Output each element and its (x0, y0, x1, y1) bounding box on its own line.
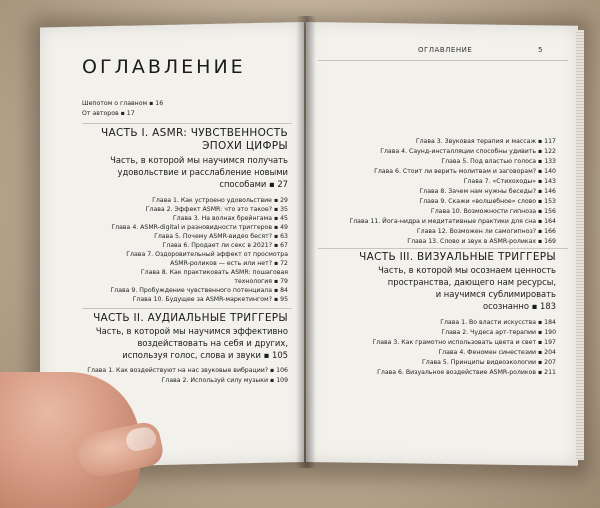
part2-chapter: Глава 12. Возможен ли самогипноз? ▪ 166 (416, 228, 556, 235)
divider (318, 60, 568, 61)
intro-line-2: От авторов ▪ 17 (82, 110, 135, 117)
part2-chapter: Глава 1. Как воздействуют на нас звуковые вибрации? ▪ 106 (87, 367, 288, 374)
part3-chapter: Глава 2. Чудеса арт-терапии ▪ 190 (441, 329, 556, 336)
part3-subtitle-1: Часть, в которой мы осознаем ценность (378, 265, 556, 275)
part1-chapter: Глава 1. Как устроено удовольствие ▪ 29 (152, 197, 288, 204)
part3-subtitle-2: пространства, дающего нам ресурсы, (387, 277, 556, 287)
part1-subtitle-1: Часть, в которой мы научимся получать (110, 155, 288, 165)
part2-chapter: Глава 9. Скажи «волшебное» слово ▪ 153 (419, 198, 556, 205)
part1-subtitle-2: удовольствие и расслабление новыми (117, 167, 288, 177)
page-edges (576, 30, 584, 460)
part2-chapter: Глава 7. «Стихоходы» ▪ 143 (463, 178, 556, 185)
part2-chapter: Глава 6. Стоит ли верить молитвам и заговорам? ▪ 140 (374, 168, 556, 175)
part3-title: ЧАСТЬ III. ВИЗУАЛЬНЫЕ ТРИГГЕРЫ (359, 251, 556, 263)
divider (82, 123, 292, 124)
part3-chapter: Глава 4. Феномен синестезии ▪ 204 (438, 349, 556, 356)
part1-title-line1: ЧАСТЬ I. ASMR: ЧУВСТВЕННОСТЬ (101, 127, 288, 139)
part2-chapter: Глава 4. Саунд-инсталляции способны удивить ▪ 122 (380, 148, 556, 155)
part3-chapter: Глава 1. Во власти искусства ▪ 184 (440, 319, 556, 326)
part1-chapter: Глава 3. На волнах брейнгама ▪ 45 (172, 215, 288, 222)
part2-chapter: Глава 11. Йога-нидра и медитативные практики для сна ▪ 164 (349, 218, 556, 225)
part1-chapter: Глава 10. Будущее за ASMR-маркетингом? ▪ 95 (132, 296, 288, 303)
part3-subtitle-3: и научимся сублимировать (435, 289, 556, 299)
part1-chapter: Глава 7. Оздоровительный эффект от просмотра (126, 251, 288, 258)
part3-chapter: Глава 6. Визуальное воздействие ASMR-роликов ▪ 211 (377, 369, 556, 376)
part2-chapter: Глава 5. Под властью голоса ▪ 133 (441, 158, 556, 165)
part3-chapter: Глава 3. Как грамотно использовать цвета и свет ▪ 197 (372, 339, 556, 346)
part3-chapter: Глава 5. Принципы видеоэкологии ▪ 207 (421, 359, 556, 366)
part3-subtitle-4: осознанно ▪ 183 (483, 301, 556, 311)
divider (82, 308, 292, 309)
part2-chapter: Глава 10. Возможности гипноза ▪ 156 (430, 208, 556, 215)
part1-chapter: Глава 2. Эффект ASMR: что это такое? ▪ 35 (145, 206, 288, 213)
part1-chapter: Глава 5. Почему ASMR-видео бесят? ▪ 63 (154, 233, 288, 240)
part2-chapter: Глава 3. Звуковая терапия и массаж ▪ 117 (415, 138, 556, 145)
part2-chapter: Глава 2. Используй силу музыки ▪ 109 (161, 377, 288, 384)
part2-title: ЧАСТЬ II. АУДИАЛЬНЫЕ ТРИГГЕРЫ (93, 312, 288, 324)
part1-chapter: ASMR-роликов — есть или нет? ▪ 72 (170, 260, 288, 267)
intro-line-1: Шепотом о главном ▪ 16 (82, 100, 164, 107)
divider (318, 248, 568, 249)
part2-chapter: Глава 8. Зачем нам нужны беседы? ▪ 146 (419, 188, 556, 195)
part1-chapter: Глава 4. ASMR-digital и разновидности триггеров ▪ 49 (111, 224, 288, 231)
part2-subtitle-1: Часть, в которой мы научимся эффективно (95, 326, 288, 336)
part1-chapter: Глава 8. Как практиковать ASMR: пошаговая (140, 269, 288, 276)
part1-chapter: Глава 9. Пробуждение чувственного потенциала ▪ 84 (110, 287, 288, 294)
part2-subtitle-3: используя голос, слова и звуки ▪ 105 (122, 350, 288, 360)
part1-chapter: технология ▪ 79 (234, 278, 288, 285)
toc-title: ОГЛАВЛЕНИЕ (82, 56, 246, 78)
part1-subtitle-3: способами ▪ 27 (219, 179, 288, 189)
running-head: ОГЛАВЛЕНИЕ (418, 46, 473, 54)
part1-chapter: Глава 6. Продает ли секс в 2021? ▪ 67 (162, 242, 288, 249)
right-page-number: 5 (538, 46, 543, 54)
part2-subtitle-2: воздействовать на себя и других, (137, 338, 288, 348)
part1-title-line2: ЭПОХИ ЦИФРЫ (202, 140, 288, 152)
part2-chapter: Глава 13. Слово и звук в ASMR-роликах ▪ 169 (407, 238, 556, 245)
